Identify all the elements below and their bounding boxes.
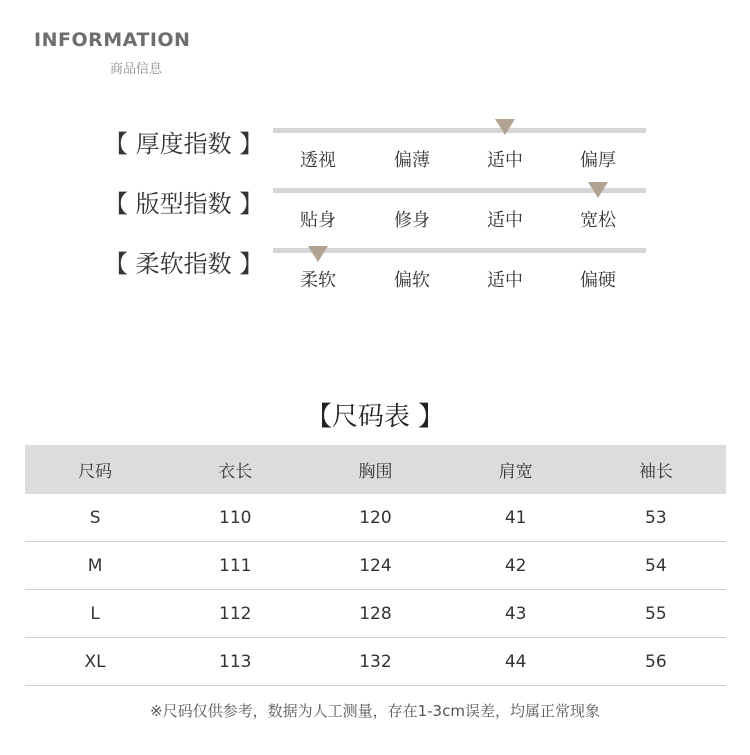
table-cell: XL	[25, 638, 165, 686]
table-cell: 111	[165, 542, 305, 590]
table-header-row	[25, 445, 726, 494]
table-row	[25, 590, 726, 638]
column-header: 袖长	[586, 445, 726, 494]
scale-bar	[273, 248, 646, 253]
index-label: 【 厚度指数 】	[104, 130, 264, 158]
scale-option: 贴身	[300, 210, 336, 231]
scale-option: 偏厚	[580, 150, 616, 171]
table-cell: M	[25, 542, 165, 590]
table-cell: S	[25, 494, 165, 542]
column-header: 尺码	[25, 445, 165, 494]
index-label: 【 版型指数 】	[104, 190, 264, 218]
table-cell: 53	[586, 494, 726, 542]
table-cell: 113	[165, 638, 305, 686]
size-table	[25, 445, 726, 686]
scale-option: 修身	[394, 210, 430, 231]
table-cell: 41	[446, 494, 586, 542]
scale-option: 偏硬	[580, 270, 616, 291]
scale-option: 适中	[487, 150, 523, 171]
table-cell: 55	[586, 590, 726, 638]
info-title: INFORMATION	[34, 29, 191, 51]
table-cell: 44	[446, 638, 586, 686]
table-cell: 132	[305, 638, 445, 686]
size-disclaimer: ※尺码仅供参考，数据为人工测量，存在1-3cm误差，均属正常现象	[150, 702, 600, 720]
scale-option: 宽松	[580, 210, 616, 231]
table-row	[25, 638, 726, 686]
table-cell: 124	[305, 542, 445, 590]
table-cell: 42	[446, 542, 586, 590]
scale-option: 偏薄	[394, 150, 430, 171]
scale-option: 适中	[487, 270, 523, 291]
column-header: 肩宽	[446, 445, 586, 494]
scale-option: 柔软	[300, 270, 336, 291]
table-cell: 110	[165, 494, 305, 542]
table-cell: L	[25, 590, 165, 638]
column-header: 衣长	[165, 445, 305, 494]
table-cell: 112	[165, 590, 305, 638]
table-cell: 54	[586, 542, 726, 590]
scale-option: 适中	[487, 210, 523, 231]
scale-marker	[588, 182, 608, 198]
scale-marker	[308, 246, 328, 262]
table-row	[25, 542, 726, 590]
table-cell: 128	[305, 590, 445, 638]
scale-option: 偏软	[394, 270, 430, 291]
size-chart-title: 【尺码表 】	[305, 402, 445, 432]
index-label: 【 柔软指数 】	[104, 250, 264, 278]
scale-option: 透视	[300, 150, 336, 171]
scale-marker	[495, 119, 515, 135]
scale-bar	[273, 128, 646, 133]
table-cell: 120	[305, 494, 445, 542]
table-row	[25, 494, 726, 542]
info-subtitle: 商品信息	[110, 62, 163, 77]
column-header: 胸围	[305, 445, 445, 494]
table-cell: 43	[446, 590, 586, 638]
table-cell: 56	[586, 638, 726, 686]
